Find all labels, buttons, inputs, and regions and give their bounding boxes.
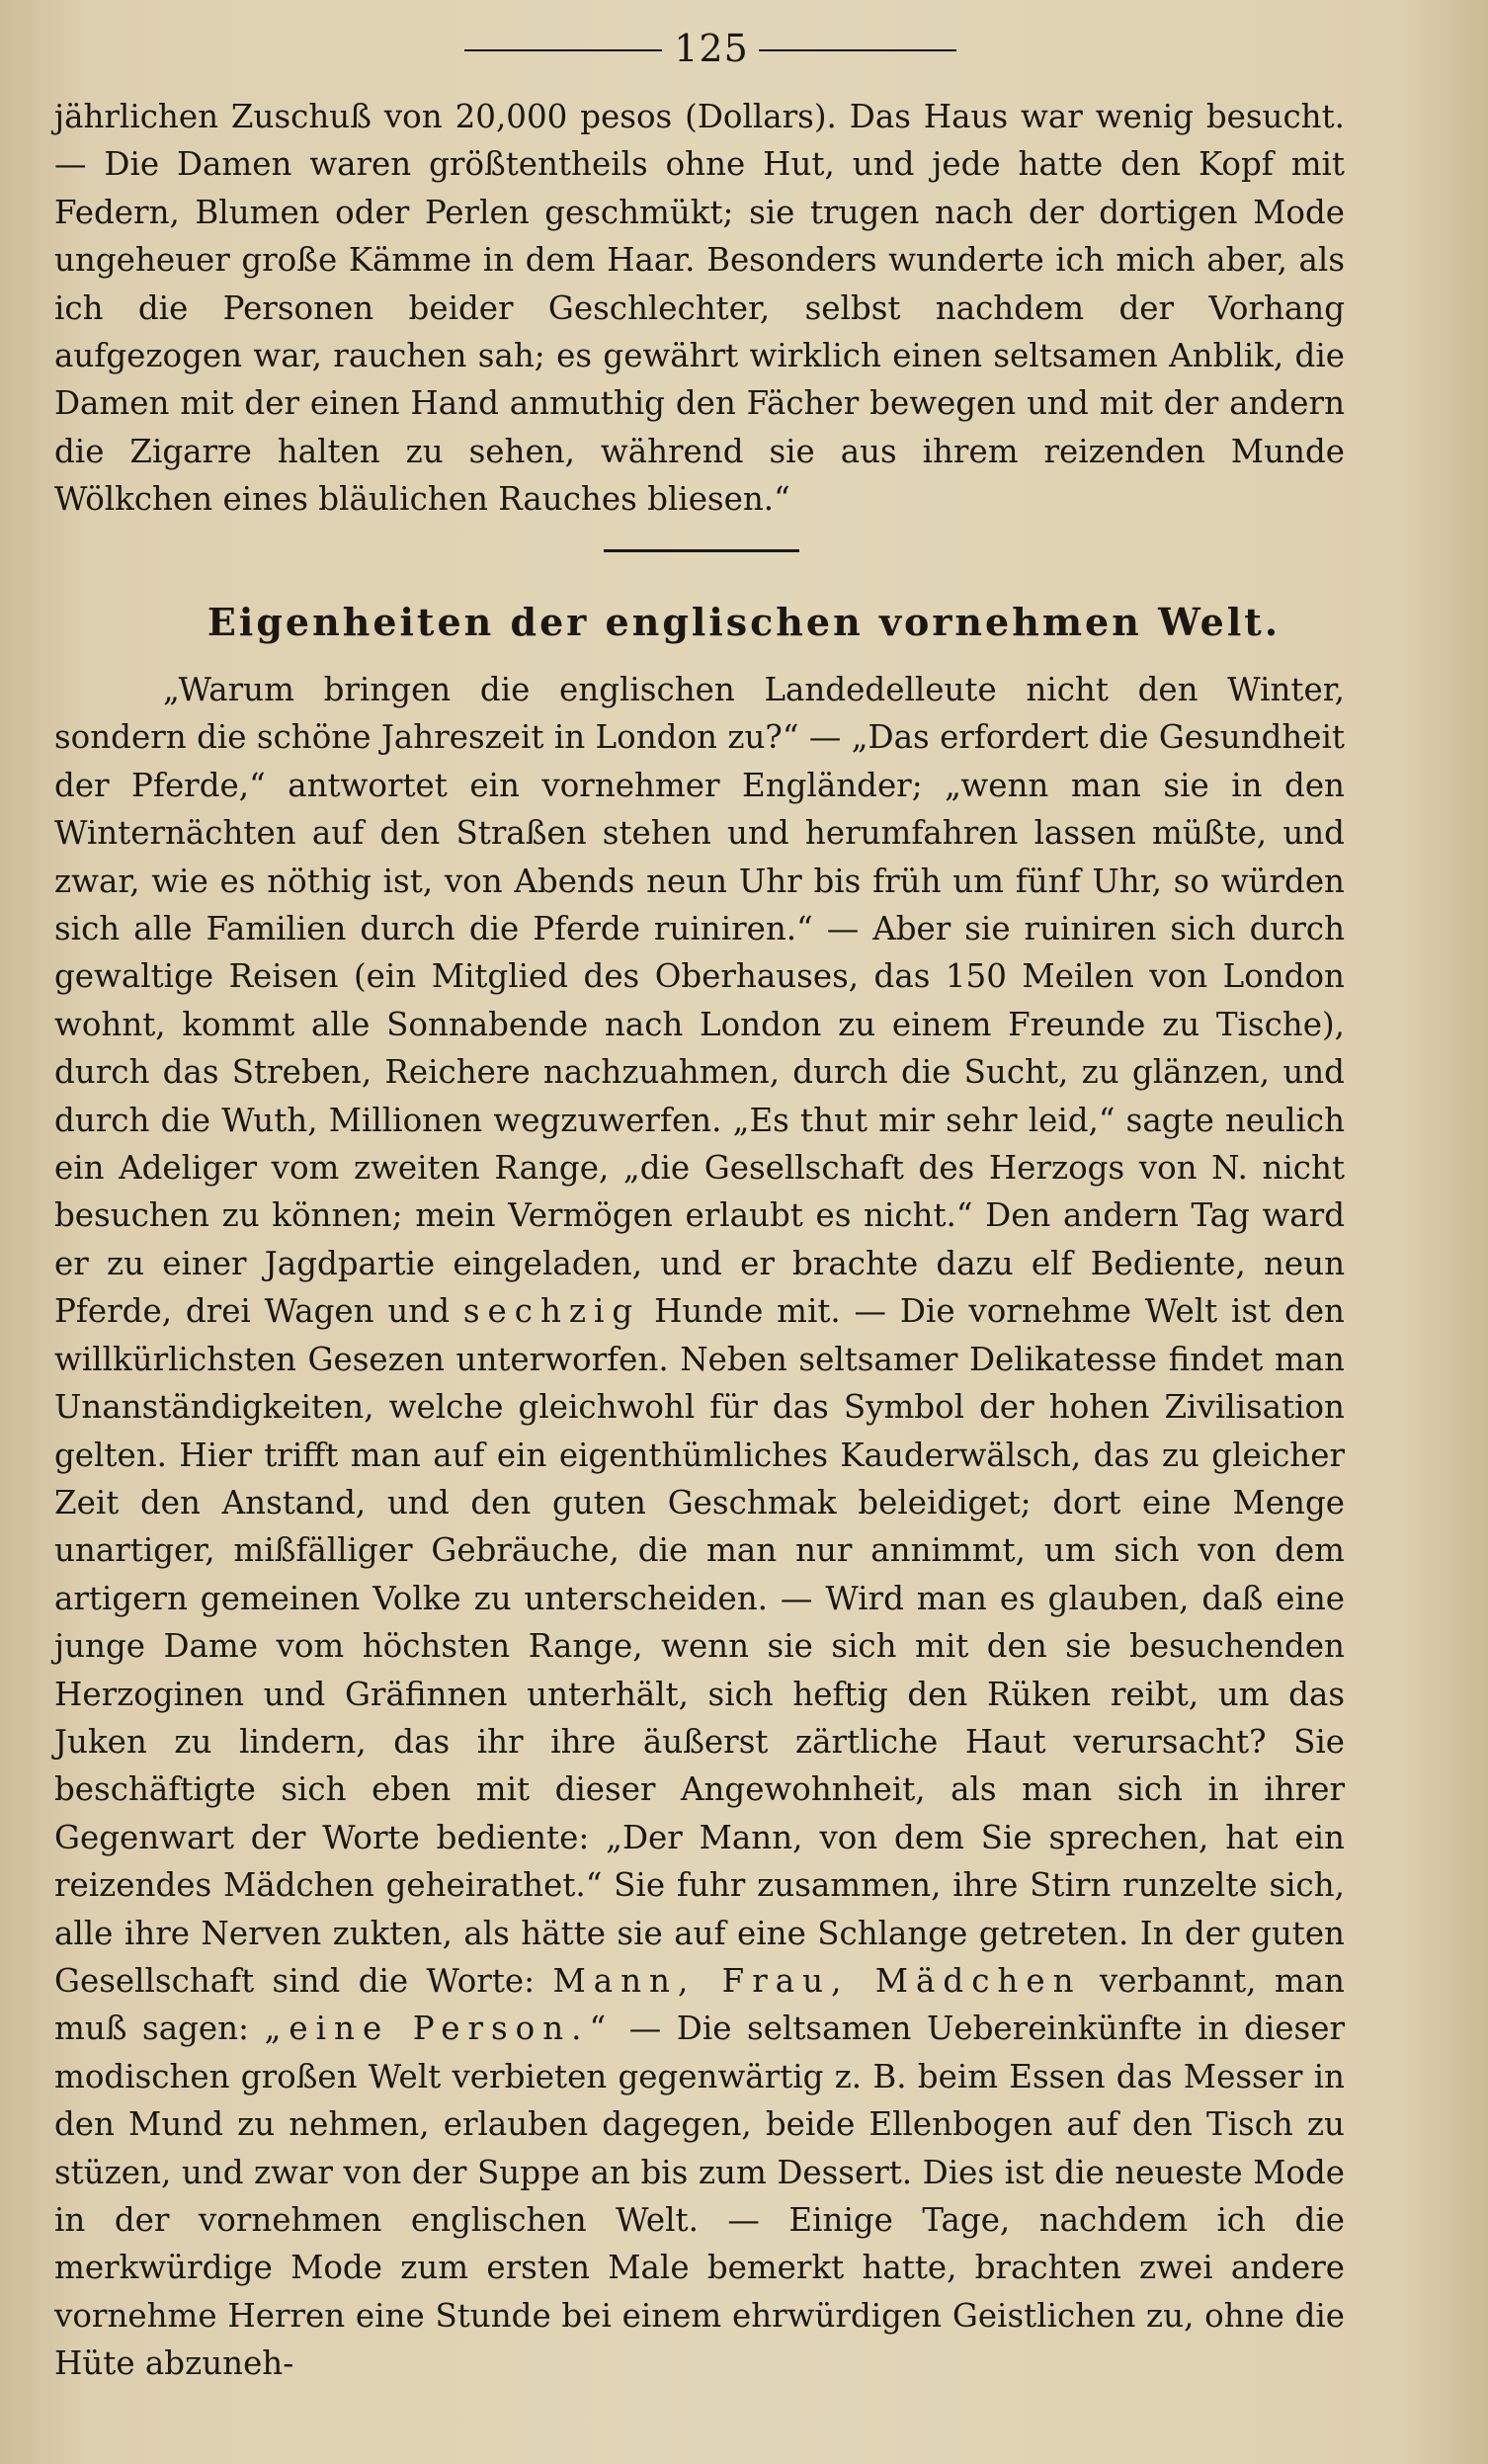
section-body <box>54 666 1345 2388</box>
header-rule-left <box>464 49 662 51</box>
continued-paragraph <box>54 93 1345 524</box>
paragraph-text-part-3: verbannt, man muß sagen: <box>54 1961 1345 2048</box>
paragraph-text-part-1: „Warum bringen die englischen Landedelleute nicht den Winter, sondern die schöne Jahreszeit in London zu?“ — „Das erfordert die Gesundheit der Pferde,“ antwortet ein vornehmer Engländer; „wenn man sie in den Winternächten auf den Straßen stehen und herumfahren lassen müßte, und zwar, wie es nöthig ist, von Abends neun Uhr bis früh um fünf Uhr, so würden sich alle Familien durch die Pferde ruiniren.“ — Aber sie ruiniren sich durch gewaltige Reisen (ein Mitglied des Oberhauses, das 150 Meilen von London wohnt, kommt alle Sonnabende nach London zu einem Freunde zu Tische), durch das Streben, Reichere nachzuahmen, durch die Sucht, zu glänzen, und durch die Wuth, Millionen wegzuwerfen. „Es thut mir sehr leid,“ sagte neulich ein Adeliger vom zweiten Range, „die Gesellschaft des Herzogs von N. nicht besuchen zu können; mein Vermögen erlaubt es nicht.“ Den andern Tag ward er zu einer Jagdpartie eingeladen, und er brachte dazu elf Bediente, neun Pferde, drei Wagen und <box>54 671 1345 1331</box>
section-title: Eigenheiten der englischen vornehmen Welt. <box>207 600 1281 644</box>
section-paragraph <box>54 666 1345 2388</box>
page-header <box>0 24 1488 73</box>
emphasized-banned-words: Mann, Frau, Mädchen <box>552 1961 1082 2000</box>
paragraph-text-part-2: Hunde mit. — Die vornehme Welt ist den willkürlichsten Gesezen unterworfen. Neben seltsamer Delikatesse findet man Unanständigkeiten, welche gleichwohl für das Symbol der hohen Zivilisation gelten. Hier trifft man auf ein eigenthümliches Kauderwälsch, das zu gleicher Zeit den Anstand, und den guten Geschmak beleidiget; dort eine Menge unartiger, mißfälliger Gebräuche, die man nur annimmt, um sich von dem artigern gemeinen Volke zu unterscheiden. — Wird man es glauben, daß eine junge Dame vom höchsten Range, wenn sie sich mit den sie besuchenden Herzoginen und Gräfinnen unterhält, sich heftig den Rüken reibt, um das Juken zu lindern, das ihr ihre äußerst zärtliche Haut verursacht? Sie beschäftigte sich eben mit dieser Angewohnheit, als man sich in ihrer Gegenwart der Worte bediente: „Der Mann, von dem Sie sprechen, hat ein reizendes Mädchen geheirathet.“ Sie fuhr zusammen, ihre Stirn runzelte sich, alle ihre Nerven zukten, als hätte sie auf eine Schlange getreten. In der guten Gesellschaft sind die Worte: <box>54 1292 1345 2000</box>
continued-paragraph-text: jährlichen Zuschuß von 20,000 pesos (Dollars). Das Haus war wenig besucht. — Die Damen waren größtentheils ohne Hut, und jede hatte den Kopf mit Federn, Blumen oder Perlen geschmükt; sie trugen nach der dortigen Mode ungeheuer große Kämme in dem Haar. Besonders wunderte ich mich aber, als ich die Personen beider Geschlechter, selbst nachdem der Vorhang aufgezogen war, rauchen sah; es gewährt wirklich einen seltsamen Anblik, die Damen mit der einen Hand anmuthig den Fächer bewegen und mit der andern die Zigarre halten zu sehen, während sie aus ihrem reizenden Munde Wölkchen eines bläulichen Rauches bliesen.“ <box>54 98 1345 519</box>
section-divider <box>604 549 799 552</box>
header-rule-right <box>759 49 956 51</box>
emphasized-eine-person: „eine Person.“ <box>264 2010 615 2048</box>
paragraph-text-part-4: — Die seltsamen Uebereinkünfte in dieser modischen großen Welt verbieten gegenwärtig z. B. beim Essen das Messer in den Mund zu nehmen, erlauben dagegen, beide Ellenbogen auf den Tisch zu stüzen, und zwar von der Suppe an bis zum Dessert. Dies ist die neueste Mode in der vornehmen englischen Welt. — Einige Tage, nachdem ich die merkwürdige Mode zum ersten Male bemerkt hatte, brachten zwei andere vornehme Herren eine Stunde bei einem ehrwürdigen Geistlichen zu, ohne die Hüte abzuneh- <box>54 2010 1345 2383</box>
page-number: 125 <box>674 27 749 70</box>
emphasized-word-sechzig: sechzig <box>462 1292 641 1331</box>
